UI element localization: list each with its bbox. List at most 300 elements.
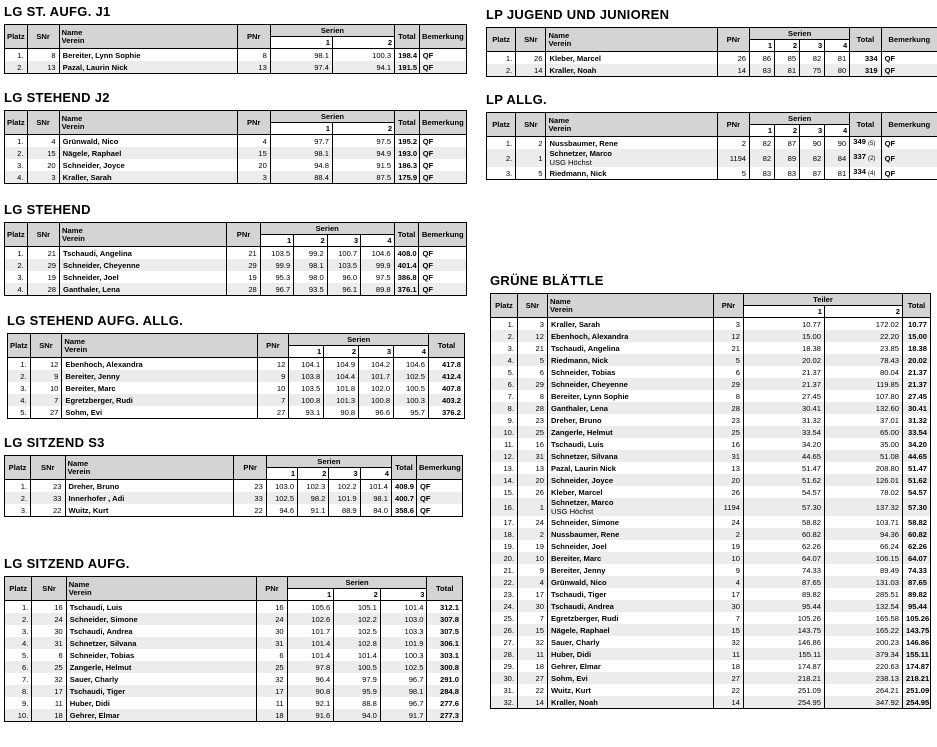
cell-pnr: 23: [234, 480, 266, 493]
total-value: 303.1: [439, 650, 459, 660]
cell-series-1: 20.02: [744, 354, 825, 366]
cell-pnr: 19: [714, 540, 744, 552]
cell-pnr: 10: [714, 552, 744, 564]
table-row: [487, 149, 937, 167]
cell-total: [903, 660, 931, 672]
cell-series-2: 22.20: [825, 330, 903, 342]
cell-series-2: 220.63: [825, 660, 903, 672]
shooter-name: Gehrer, Elmar: [551, 661, 601, 671]
cell-series-1: 34.20: [744, 438, 825, 450]
cell-pnr: 5: [714, 354, 744, 366]
cell-pnr: 19: [227, 271, 260, 283]
table-row: [491, 600, 931, 612]
total-value: 57.30: [908, 502, 928, 512]
total-value: 33.54: [908, 427, 928, 437]
cell-snr: 29: [518, 378, 548, 390]
total-value: 64.07: [908, 553, 928, 563]
table-row: [491, 390, 931, 402]
shooter-name: Schneider, Cheyenne: [551, 379, 628, 389]
cell-series-3: 91.7: [380, 709, 427, 722]
col-header-serien: Serien: [289, 334, 429, 346]
cell-pnr: 1194: [717, 149, 749, 167]
col-header-name: [546, 113, 717, 137]
cell-total: [903, 576, 931, 588]
cell-total: [850, 137, 881, 150]
cell-series-1: 54.57: [744, 486, 825, 498]
cell-snr: 28: [27, 283, 59, 296]
col-header-verein-label: Verein: [64, 344, 88, 354]
cell-name: [548, 402, 714, 414]
cell-platz: 29.: [491, 660, 518, 672]
col-header-name-label: Name: [548, 115, 570, 125]
cell-total: [429, 394, 465, 406]
section-lg-st-aufg-j1: [4, 4, 467, 74]
cell-series-2: 66.24: [825, 540, 903, 552]
cell-platz: 12.: [491, 450, 518, 462]
cell-total: [395, 61, 420, 74]
cell-snr: 29: [27, 259, 59, 271]
table-row: [491, 528, 931, 540]
cell-snr: 31: [32, 637, 66, 649]
cell-series-2: 165.22: [825, 624, 903, 636]
table-row: [491, 588, 931, 600]
shooter-name: Tschaudi, Tiger: [551, 589, 607, 599]
total-value: 89.82: [908, 589, 928, 599]
results-table: [486, 112, 937, 180]
cell-total: [903, 342, 931, 354]
cell-series-3: 87: [800, 167, 825, 180]
cell-snr: 24: [518, 516, 548, 528]
cell-pnr: 27: [714, 672, 744, 684]
cell-snr: 3: [518, 318, 548, 331]
cell-pnr: 28: [227, 283, 260, 296]
cell-platz: 25.: [491, 612, 518, 624]
col-header-teiler: Teiler: [744, 294, 903, 306]
cell-series-1: 33.54: [744, 426, 825, 438]
cell-series-4: 100.3: [394, 394, 429, 406]
col-header-series-2: 2: [775, 125, 800, 137]
total-value: 307.5: [439, 626, 459, 636]
cell-series-2: 132.54: [825, 600, 903, 612]
cell-series-3: 102.0: [359, 382, 394, 394]
col-header-snr: SNr: [27, 111, 59, 135]
results-table: [4, 222, 467, 296]
cell-series-3: 96.0: [327, 271, 360, 283]
shooter-name: Kraller, Noah: [549, 65, 597, 75]
shooter-name: Egretzberger, Rudi: [551, 613, 619, 623]
total-value: 277.6: [439, 698, 459, 708]
table-row: [5, 637, 463, 649]
cell-series-1: 105.26: [744, 612, 825, 624]
col-header-series-1: 1: [260, 235, 293, 247]
section-title: LG STEHEND: [4, 202, 91, 217]
cell-name: [548, 426, 714, 438]
cell-platz: 1.: [5, 135, 28, 148]
shooter-name: Wuitz, Kurt: [68, 505, 109, 515]
cell-pnr: 31: [714, 450, 744, 462]
total-value: 407.8: [441, 383, 461, 393]
shooter-name: Schneider, Tobias: [551, 367, 616, 377]
cell-series-1: 98.1: [270, 147, 332, 159]
col-header-verein-label: Verein: [61, 35, 85, 45]
col-header-pnr: PNr: [227, 223, 260, 247]
cell-pnr: 11: [257, 697, 287, 709]
cell-pnr: 30: [714, 600, 744, 612]
col-header-series-1: 1: [750, 40, 775, 52]
cell-series-1: 83: [750, 167, 775, 180]
cell-snr: 2: [518, 528, 548, 540]
shooter-name: Tschaudi, Andrea: [551, 601, 614, 611]
total-value: 191.5: [398, 62, 418, 72]
section-lp-allg: [486, 92, 937, 180]
cell-pnr: 7: [257, 394, 289, 406]
cell-snr: 4: [518, 576, 548, 588]
cell-series-2: 37.01: [825, 414, 903, 426]
cell-total: [427, 661, 463, 673]
cell-series-2: 104.4: [324, 370, 359, 382]
cell-series-2: 100.3: [332, 49, 394, 62]
cell-series-1: 155.11: [744, 648, 825, 660]
cell-name: [546, 149, 717, 167]
shooter-name: Schneider, Cheyenne: [63, 260, 140, 270]
cell-platz: 13.: [491, 462, 518, 474]
tie-break-count: (4): [868, 171, 876, 177]
cell-pnr: 23: [714, 414, 744, 426]
section-gruene-blaettle: [490, 273, 931, 709]
shooter-name: Bereiter, Lynn Sophie: [62, 50, 141, 60]
shooter-name: Grünwald, Nico: [62, 136, 119, 146]
table-row: [5, 709, 463, 722]
total-value: 30.41: [908, 403, 928, 413]
cell-total: [903, 600, 931, 612]
total-value: 20.02: [908, 355, 928, 365]
section-lg-stehend: [4, 202, 467, 296]
cell-series-2: 98.0: [294, 271, 327, 283]
cell-platz: 32.: [491, 696, 518, 709]
cell-name: [546, 167, 717, 180]
cell-total: [394, 247, 419, 260]
col-header-pnr: PNr: [237, 25, 270, 49]
shooter-name: Schneider, Joyce: [62, 160, 125, 170]
cell-name: [66, 649, 256, 661]
total-value: 58.82: [908, 517, 928, 527]
cell-series-2: 132.60: [825, 402, 903, 414]
total-value: 400.7: [394, 493, 414, 503]
cell-series-1: 10.77: [744, 318, 825, 331]
col-header-snr: SNr: [32, 577, 66, 601]
table-row: [5, 283, 467, 296]
cell-bemerkung: QF: [417, 492, 463, 504]
table-row: [491, 624, 931, 636]
cell-total: [427, 613, 463, 625]
cell-pnr: 27: [257, 406, 289, 419]
col-header-series-2: 2: [775, 40, 800, 52]
table-row: [5, 661, 463, 673]
table-row: [491, 516, 931, 528]
section-title: LG SITZEND AUFG.: [4, 556, 130, 571]
table-row: [491, 450, 931, 462]
cell-total: [903, 624, 931, 636]
shooter-name: Bereiter, Marc: [551, 553, 602, 563]
cell-series-1: 86: [750, 52, 775, 65]
cell-bemerkung: QF: [419, 283, 467, 296]
cell-bemerkung: QF: [419, 49, 466, 62]
col-header-serien: Serien: [260, 223, 394, 235]
cell-platz: 4.: [8, 394, 31, 406]
cell-series-2: 103.71: [825, 516, 903, 528]
table-row: [5, 271, 467, 283]
cell-total: [903, 474, 931, 486]
cell-series-2: 119.85: [825, 378, 903, 390]
cell-snr: 7: [30, 394, 62, 406]
cell-total: [903, 684, 931, 696]
cell-platz: 2.: [487, 149, 516, 167]
cell-platz: 6.: [5, 661, 32, 673]
total-value: 51.62: [908, 475, 928, 485]
cell-name: [65, 504, 234, 517]
col-header-total: Total: [850, 113, 881, 137]
cell-pnr: 4: [237, 135, 270, 148]
shooter-name: Huber, Didi: [551, 649, 592, 659]
cell-snr: 5: [516, 167, 546, 180]
col-header-series-1: 1: [744, 306, 825, 318]
cell-series-2: 102.3: [298, 480, 329, 493]
total-value: 401.4: [397, 260, 417, 270]
table-row: [8, 358, 465, 371]
cell-series-1: 92.1: [287, 697, 334, 709]
cell-platz: 5.: [491, 366, 518, 378]
total-value: 174.87: [906, 661, 930, 671]
total-value: 21.37: [908, 367, 928, 377]
cell-platz: 3.: [5, 271, 28, 283]
cell-pnr: 31: [257, 637, 287, 649]
shooter-name: Egretzberger, Rudi: [65, 395, 133, 405]
table-row: [5, 673, 463, 685]
cell-platz: 14.: [491, 474, 518, 486]
cell-series-3: 96.7: [380, 673, 427, 685]
shooter-name: Nägele, Raphael: [62, 148, 122, 158]
cell-bemerkung: QF: [419, 147, 466, 159]
cell-series-1: 96.4: [287, 673, 334, 685]
cell-platz: 15.: [491, 486, 518, 498]
cell-pnr: 17: [257, 685, 287, 697]
shooter-name: Dreher, Bruno: [68, 481, 120, 491]
club-name: USG Höchst: [551, 507, 594, 516]
cell-platz: 4.: [5, 171, 28, 184]
cell-series-4: 89.8: [361, 283, 394, 296]
cell-pnr: 18: [257, 709, 287, 722]
total-value: 15.00: [908, 331, 928, 341]
cell-series-1: 94.8: [270, 159, 332, 171]
cell-series-1: 97.4: [270, 61, 332, 74]
cell-total: [903, 390, 931, 402]
cell-series-1: 88.4: [270, 171, 332, 184]
cell-snr: 21: [27, 247, 59, 260]
table-row: [5, 625, 463, 637]
cell-bemerkung: QF: [881, 149, 937, 167]
results-table: [490, 293, 931, 709]
cell-total: [903, 330, 931, 342]
total-value: 10.77: [908, 319, 928, 329]
total-value: 60.82: [908, 529, 928, 539]
shooter-name: Riedmann, Nick: [549, 168, 607, 178]
cell-total: [903, 438, 931, 450]
cell-series-2: 83: [775, 167, 800, 180]
cell-series-1: 96.7: [260, 283, 293, 296]
cell-snr: 19: [27, 271, 59, 283]
total-value: 87.65: [908, 577, 928, 587]
total-value: 334: [864, 53, 878, 63]
cell-platz: 1.: [487, 137, 516, 150]
total-value: 408.0: [397, 248, 417, 258]
cell-pnr: 30: [257, 625, 287, 637]
shooter-name: Schnetzer, Marco: [551, 498, 614, 507]
cell-total: [903, 516, 931, 528]
cell-snr: 25: [32, 661, 66, 673]
total-value: 277.3: [439, 710, 459, 720]
cell-series-1: 51.62: [744, 474, 825, 486]
cell-series-1: 103.8: [289, 370, 324, 382]
shooter-name: Bereiter, Jenny: [551, 565, 606, 575]
cell-series-2: 101.4: [334, 649, 381, 661]
cell-pnr: 2: [714, 528, 744, 540]
shooter-name: Ganthaler, Lena: [551, 403, 608, 413]
shooter-name: Bereiter, Jenny: [65, 371, 120, 381]
cell-snr: 33: [31, 492, 65, 504]
section-title: LG SITZEND S3: [4, 435, 105, 450]
col-header-verein-label: Verein: [68, 587, 92, 597]
col-header-pnr: PNr: [237, 111, 270, 135]
cell-name: [548, 684, 714, 696]
cell-series-2: 131.03: [825, 576, 903, 588]
cell-platz: 17.: [491, 516, 518, 528]
cell-name: [59, 159, 237, 171]
cell-total: [903, 648, 931, 660]
col-header-name-label: Name: [550, 296, 571, 306]
shooter-name: Sohm, Evi: [65, 407, 103, 417]
col-header-series-2: 2: [334, 589, 381, 601]
cell-series-2: 200.23: [825, 636, 903, 648]
cell-total: [903, 612, 931, 624]
cell-series-2: 80.04: [825, 366, 903, 378]
col-header-serien: Serien: [266, 456, 391, 468]
cell-series-3: 102.5: [380, 661, 427, 673]
results-table: [486, 27, 937, 77]
col-header-name: [59, 111, 237, 135]
col-header-serien: Serien: [750, 28, 850, 40]
cell-bemerkung: QF: [419, 61, 466, 74]
cell-snr: 8: [518, 390, 548, 402]
cell-total: [394, 283, 419, 296]
shooter-name: Schneider, Joel: [551, 541, 607, 551]
cell-series-2: 90.8: [324, 406, 359, 419]
cell-name: [62, 358, 257, 371]
table-row: [491, 462, 931, 474]
cell-snr: 23: [518, 414, 548, 426]
col-header-platz: Platz: [487, 113, 516, 137]
cell-name: [62, 382, 257, 394]
cell-snr: 18: [32, 709, 66, 722]
table-row: [5, 649, 463, 661]
cell-pnr: 20: [714, 474, 744, 486]
cell-series-1: 82: [750, 137, 775, 150]
cell-pnr: 13: [237, 61, 270, 74]
cell-platz: 8.: [491, 402, 518, 414]
total-value: 312.1: [439, 602, 459, 612]
cell-name: [59, 171, 237, 184]
cell-name: [66, 673, 256, 685]
col-header-snr: SNr: [31, 456, 65, 480]
shooter-name: Ganthaler, Lena: [63, 284, 121, 294]
col-header-series-2: 2: [332, 37, 394, 49]
col-header-series-1: 1: [750, 125, 775, 137]
total-value: 146.86: [906, 637, 930, 647]
cell-total: [903, 540, 931, 552]
cell-total: [395, 49, 420, 62]
cell-name: [548, 330, 714, 342]
cell-platz: 1.: [5, 49, 28, 62]
cell-pnr: 3: [237, 171, 270, 184]
cell-snr: 22: [518, 684, 548, 696]
cell-total: [427, 625, 463, 637]
col-header-series-3: 3: [800, 40, 825, 52]
cell-name: [548, 486, 714, 498]
cell-series-1: 93.1: [289, 406, 324, 419]
col-header-series-2: 2: [298, 468, 329, 480]
cell-snr: 14: [516, 64, 546, 77]
cell-series-4: 81: [825, 167, 850, 180]
col-header-series-2: 2: [825, 306, 903, 318]
table-row: [491, 354, 931, 366]
cell-total: [903, 672, 931, 684]
col-header-series-4: 4: [394, 346, 429, 358]
shooter-name: Schneider, Simone: [69, 614, 138, 624]
cell-platz: 2.: [5, 259, 28, 271]
cell-total: [903, 414, 931, 426]
col-header-platz: Platz: [5, 25, 28, 49]
shooter-name: Tschaudi, Luis: [551, 439, 604, 449]
cell-series-4: 102.5: [394, 370, 429, 382]
cell-total: [903, 498, 931, 516]
table-row: [491, 696, 931, 709]
cell-series-2: 126.01: [825, 474, 903, 486]
cell-series-1: 74.33: [744, 564, 825, 576]
cell-snr: 25: [518, 426, 548, 438]
total-value: 417.8: [441, 359, 461, 369]
cell-series-4: 95.7: [394, 406, 429, 419]
shooter-name: Innerhofer , Adi: [68, 493, 125, 503]
cell-platz: 3.: [5, 625, 32, 637]
col-header-series-1: 1: [266, 468, 297, 480]
cell-name: [548, 696, 714, 709]
cell-pnr: 1194: [714, 498, 744, 516]
cell-bemerkung: QF: [419, 171, 466, 184]
col-header-platz: Platz: [5, 456, 31, 480]
cell-series-2: 99.2: [294, 247, 327, 260]
cell-platz: 2.: [491, 330, 518, 342]
table-row: [487, 137, 937, 150]
total-value: 300.8: [439, 662, 459, 672]
cell-platz: 3.: [487, 167, 516, 180]
cell-total: [903, 588, 931, 600]
total-value: 349: [853, 137, 866, 146]
cell-series-4: 97.5: [361, 271, 394, 283]
cell-platz: 9.: [491, 414, 518, 426]
table-row: [491, 486, 931, 498]
table-row: [5, 49, 467, 62]
cell-name: [548, 600, 714, 612]
col-header-total: Total: [391, 456, 416, 480]
